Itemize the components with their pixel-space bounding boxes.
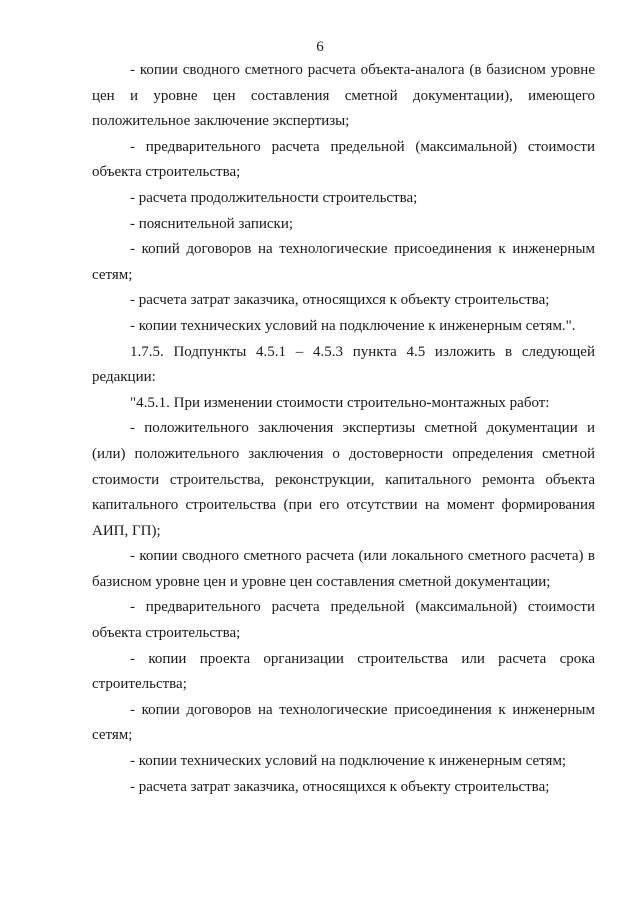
list-item: - расчета продолжительности строительства; (130, 189, 418, 206)
subsection-heading: 1.7.5. Подпункты 4.5.1 – 4.5.3 пункта 4.5 изложить в следующей редакции: (92, 343, 595, 386)
list-item: - копии сводного сметного расчета (или локального сметного расчета) в базисном уровне цен и уровне цен составления сметной документации; (92, 548, 595, 590)
clause-heading: "4.5.1. При изменении стоимости строительно-монтажных работ: (130, 394, 550, 411)
list-item: - копии проекта организации строительства или расчета срока строительства; (92, 650, 595, 693)
list-item: - положительного заключения экспертизы сметной документации и (или) положительного заключения о достоверности определения сметной стоимости строительства, реконструкции, капитального ремонта объекта капитального строительства (при его отсутствии на момент формирования АИП, ГП); (92, 420, 595, 539)
list-item: - предварительного расчета предельной (максимальной) стоимости объекта строительства; (92, 599, 595, 642)
page-number: 6 (316, 39, 324, 55)
list-item: - расчета затрат заказчика, относящихся к объекту строительства; (130, 778, 550, 795)
list-item: - предварительного расчета предельной (максимальной) стоимости объекта строительства; (92, 138, 595, 181)
list-item: - копии договоров на технологические присоединения к инженерным сетям; (92, 701, 595, 744)
document-body (92, 58, 595, 800)
list-item: - копии технических условий на подключение к инженерным сетям.". (130, 317, 576, 334)
list-item: - копии технических условий на подключение к инженерным сетям; (130, 753, 567, 770)
list-item: - расчета затрат заказчика, относящихся к объекту строительства; (130, 292, 550, 309)
list-item: - копии сводного сметного расчета объекта-аналога (в базисном уровне цен и уровне цен составления сметной документации), имеющего положительное заключение экспертизы; (92, 62, 595, 130)
list-item: - пояснительной записки; (130, 215, 294, 232)
list-item: - копий договоров на технологические присоединения к инженерным сетям; (92, 241, 595, 283)
